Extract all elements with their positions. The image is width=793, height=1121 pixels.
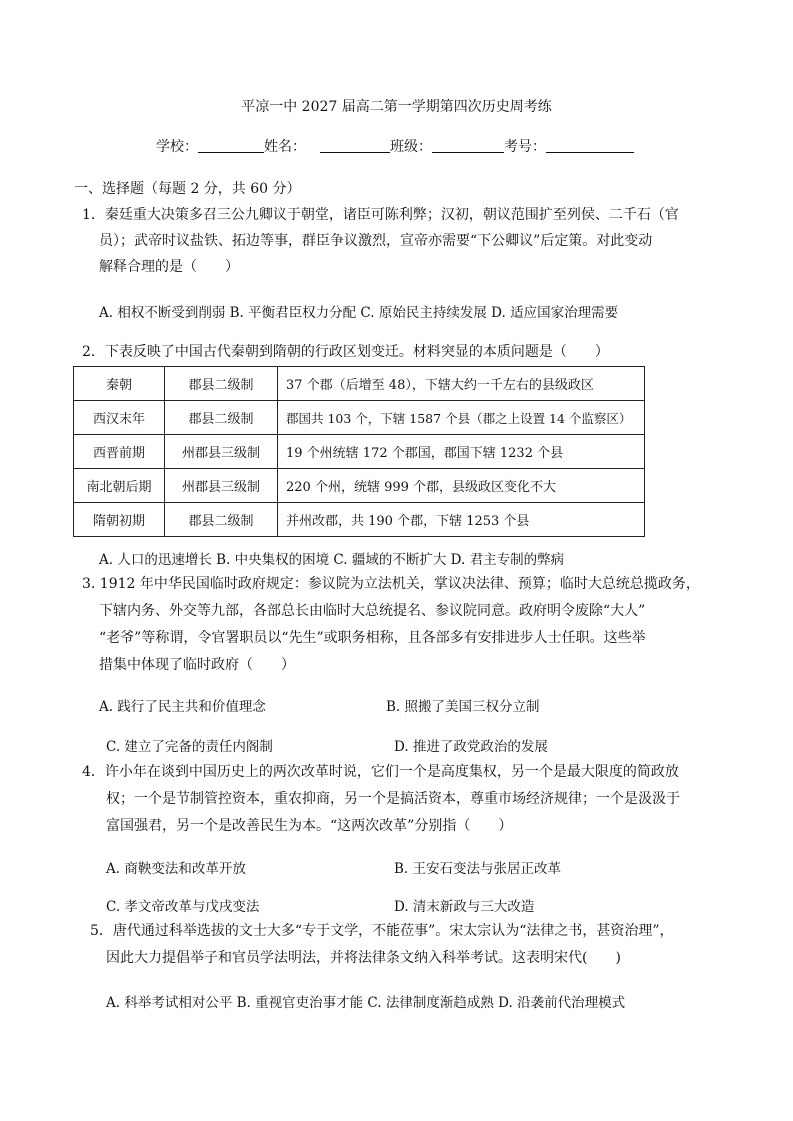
q4-option-c: C. 孝文帝改革与戊戌变法	[106, 899, 260, 915]
class-blank[interactable]	[432, 138, 504, 153]
q3-option-d: D. 推进了政党政治的发展	[394, 739, 548, 755]
school-blank[interactable]	[198, 138, 264, 153]
table-cell-system: 州郡县三级制	[165, 469, 278, 503]
q3-option-a: A. 践行了民主共和价值理念	[99, 699, 266, 715]
q3-line-4: 措集中体现了临时政府（ ）	[99, 657, 295, 673]
q3-line-2: 下辖内务、外交等九部，各部总长由临时大总统提名、参议院同意。政府明令废除“大人”	[99, 603, 646, 619]
page-title: 平凉一中 2027 届高二第一学期第四次历史周考练	[241, 99, 552, 115]
q1-line-2: 员）；武帝时议盐铁、拓边等事，群臣争议激烈，宣帝亦需要“下公卿议”后定策。对此变动	[99, 233, 653, 249]
table-cell-detail: 37 个郡（后增至 48），下辖大约一千左右的县级政区	[278, 367, 645, 401]
q4-option-d: D. 清末新政与三大改造	[394, 899, 535, 915]
section-heading: 一、选择题（每题 2 分，共 60 分）	[74, 181, 301, 197]
name-label: 姓名：	[264, 139, 306, 155]
table-cell-system: 郡县二级制	[165, 401, 278, 435]
table-cell-dynasty: 西晋前期	[74, 435, 165, 469]
q2-stem: 2．下表反映了中国古代秦朝到隋朝的行政区划变迁。材料突显的本质问题是（ ）	[82, 344, 609, 360]
q4-option-b: B. 王安石变法与张居正改革	[394, 861, 562, 877]
table-cell-system: 郡县二级制	[165, 503, 278, 537]
q5-options: A. 科举考试相对公平 B. 重视官吏治事才能 C. 法律制度渐趋成熟 D. 沿袭前代治理模式	[106, 995, 626, 1011]
table-row	[74, 503, 645, 537]
admin-division-table	[73, 366, 645, 537]
table-cell-dynasty: 西汉末年	[74, 401, 165, 435]
q5-line-2: 因此大力提倡举子和官员学法明法，并将法律条文纳入科举考试。这表明宋代( )	[106, 950, 621, 966]
table-cell-dynasty: 隋朝初期	[74, 503, 165, 537]
q1-options: A. 相权不断受到削弱 B. 平衡君臣权力分配 C. 原始民主持续发展 D. 适应国家治理需要	[99, 305, 619, 321]
table-cell-dynasty: 秦朝	[74, 367, 165, 401]
q4-line-2: 权；一个是节制管控资本，重农抑商，另一个是搞活资本，尊重市场经济规律；一个是汲汲于	[106, 791, 680, 807]
table-cell-detail: 并州改郡，共 190 个郡，下辖 1253 个县	[278, 503, 645, 537]
exam-no-label: 考号：	[504, 139, 546, 155]
table-cell-system: 郡县二级制	[165, 367, 278, 401]
table-cell-detail: 220 个州，统辖 999 个郡，县级政区变化不大	[278, 469, 645, 503]
table-row	[74, 367, 645, 401]
q5-line-1: 5．唐代通过科举选拔的文士大多“专于文学，不能莅事”。宋太宗认为“法律之书，甚资治理”，	[90, 923, 674, 939]
table-cell-system: 州郡县三级制	[165, 435, 278, 469]
table-cell-dynasty: 南北朝后期	[74, 469, 165, 503]
q4-line-1: 4．许小年在谈到中国历史上的两次改革时说，它们一个是高度集权，另一个是最大限度的简政放	[82, 764, 679, 780]
table-row	[74, 401, 645, 435]
table-cell-detail: 19 个州统辖 172 个郡国，郡国下辖 1232 个县	[278, 435, 645, 469]
class-label: 班级：	[390, 139, 432, 155]
table-cell-detail: 郡国共 103 个，下辖 1587 个县（郡之上设置 14 个监察区）	[278, 401, 645, 435]
q1-line-1: 1．秦廷重大决策多召三公九卿议于朝堂，诸臣可陈利弊；汉初，朝议范围扩至列侯、二千石（官	[82, 207, 679, 223]
q3-option-b: B. 照搬了美国三权分立制	[386, 699, 540, 715]
q3-option-c: C. 建立了完备的责任内阁制	[106, 739, 273, 755]
q3-line-3: “老爷”等称谓，令官署职员以“先生”或职务相称，且各部多有安排进步人士任职。这些举	[99, 630, 646, 646]
school-label: 学校：	[156, 139, 198, 155]
exam-no-blank[interactable]	[546, 138, 634, 153]
q2-options: A. 人口的迅速增长 B. 中央集权的困境 C. 疆域的不断扩大 D. 君主专制的弊病	[99, 552, 565, 568]
name-blank[interactable]	[320, 138, 390, 153]
q1-line-3: 解释合理的是（ ）	[99, 259, 239, 275]
student-info-line	[156, 136, 634, 156]
table-row	[74, 435, 645, 469]
table-row	[74, 469, 645, 503]
q4-line-3: 富国强君，另一个是改善民生为本。“这两次改革”分别指（ ）	[106, 818, 513, 834]
q3-line-1: 3. 1912 年中华民国临时政府规定：参议院为立法机关，掌议决法律、预算；临时大总统总揽政务，	[82, 576, 700, 592]
q4-option-a: A. 商鞅变法和改革开放	[106, 861, 246, 877]
